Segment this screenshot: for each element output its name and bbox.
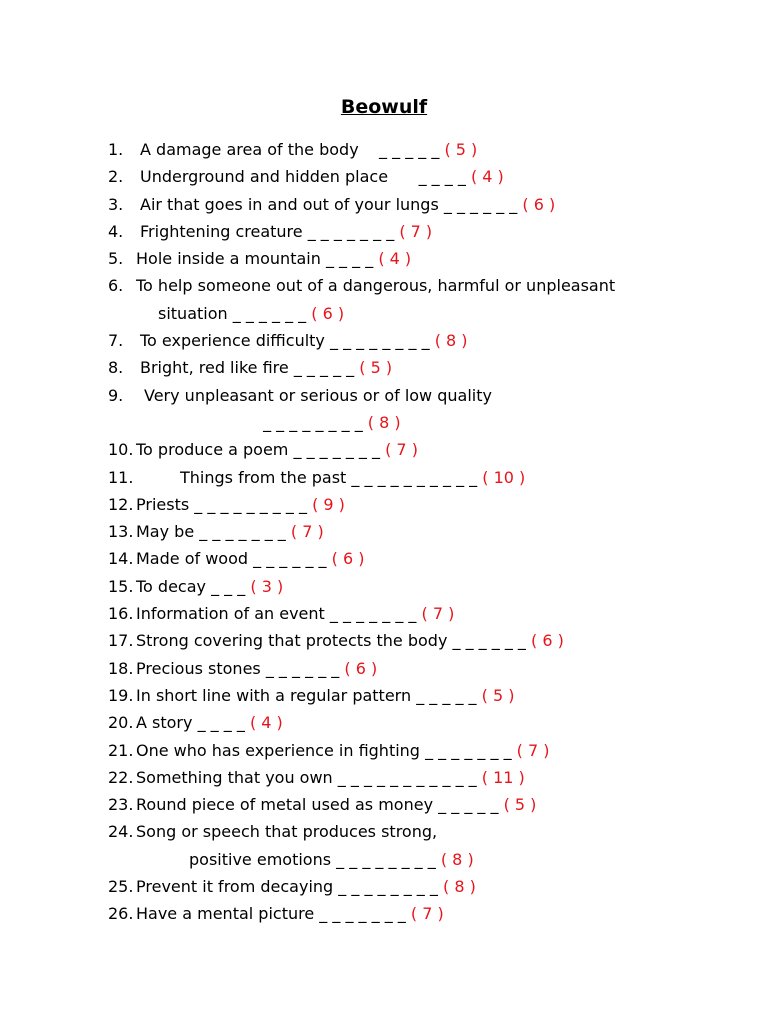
item-number: 20.	[108, 713, 134, 733]
item-number: 8.	[108, 358, 124, 378]
item-clue: Made of wood	[136, 549, 249, 569]
item-body	[136, 686, 514, 705]
list-item	[108, 764, 748, 791]
item-body	[136, 195, 555, 214]
item-body	[136, 822, 437, 841]
list-item	[108, 900, 748, 927]
answer-blank: _ _ _ _ _ _ _ _ _ _ _	[337, 767, 477, 787]
item-body	[136, 468, 525, 487]
item-number: 26.	[108, 904, 134, 924]
item-clue: In short line with a regular pattern	[136, 685, 412, 705]
item-clue: Underground and hidden place	[140, 167, 414, 187]
letter-count: ( 7 )	[385, 440, 418, 460]
answer-blank: _ _ _ _	[325, 249, 374, 269]
list-item	[108, 272, 748, 299]
item-clue: A damage area of the body	[140, 140, 374, 159]
item-clue: Information of an event	[136, 604, 325, 624]
answer-blank: _ _ _ _ _ _ _	[307, 221, 395, 241]
item-clue: To experience difficulty	[140, 331, 325, 351]
item-body	[136, 522, 324, 541]
item-body	[136, 904, 444, 923]
letter-count: ( 3 )	[250, 576, 284, 596]
letter-count: ( 4 )	[470, 167, 504, 187]
item-clue: May be	[136, 522, 195, 542]
item-clue: Strong covering that protects the body	[136, 631, 448, 651]
item-clue: Prevent it from decaying	[136, 877, 334, 897]
answer-blank: _ _ _ _ _ _	[232, 303, 307, 323]
list-item	[108, 737, 748, 764]
item-body	[136, 877, 476, 896]
item-number: 18.	[108, 658, 134, 678]
item-body	[136, 850, 474, 869]
item-body	[136, 276, 615, 295]
item-clue: To produce a poem	[136, 440, 289, 460]
item-body	[136, 604, 454, 623]
answer-blank: _ _ _ _ _ _ _	[329, 604, 417, 624]
item-body	[136, 659, 377, 678]
item-number: 24.	[108, 822, 134, 842]
list-item	[108, 245, 748, 272]
list-item	[108, 709, 748, 736]
item-clue: A story	[136, 713, 193, 733]
answer-blank: _ _ _ _ _ _ _	[319, 904, 406, 924]
answer-blank: _ _ _ _ _	[438, 795, 499, 815]
item-number: 13.	[108, 522, 134, 542]
item-clue: Round piece of metal used as money	[136, 795, 434, 815]
list-item-continuation	[108, 409, 748, 436]
item-number: 7.	[108, 331, 124, 351]
letter-count: ( 6 )	[311, 303, 345, 323]
item-number: 11.	[108, 467, 134, 487]
letter-count: ( 8 )	[367, 412, 401, 432]
item-clue: Things from the past	[180, 467, 347, 487]
letter-count: ( 9 )	[312, 494, 345, 514]
letter-count: ( 7 )	[399, 221, 433, 241]
item-number: 12.	[108, 494, 134, 514]
answer-blank: _ _ _ _ _ _	[452, 631, 526, 651]
list-item	[108, 163, 748, 190]
item-number: 10.	[108, 440, 134, 460]
item-body	[136, 440, 418, 459]
item-number: 9.	[108, 385, 124, 405]
list-item	[108, 791, 748, 818]
answer-blank: _ _ _ _ _ _	[443, 194, 518, 214]
item-body	[136, 549, 365, 568]
list-item	[108, 191, 748, 218]
letter-count: ( 8 )	[434, 331, 468, 351]
list-item	[108, 600, 748, 627]
item-number: 3.	[108, 194, 124, 214]
item-body	[136, 358, 392, 377]
answer-blank: _ _ _ _	[418, 167, 466, 187]
item-body	[136, 413, 401, 432]
item-body	[136, 249, 411, 268]
item-clue: To help someone out of a dangerous, harmful or unpleasant	[136, 276, 616, 296]
item-body	[136, 713, 283, 732]
answer-blank: _ _ _ _ _	[416, 685, 477, 705]
letter-count: ( 8 )	[440, 849, 474, 869]
item-number: 16.	[108, 604, 134, 624]
item-body	[136, 495, 345, 514]
list-item	[108, 327, 748, 354]
item-body	[136, 386, 492, 405]
list-item	[108, 382, 748, 409]
item-body	[136, 167, 504, 186]
list-item	[108, 518, 748, 545]
item-number: 15.	[108, 576, 134, 596]
letter-count: ( 8 )	[442, 877, 476, 897]
letter-count: ( 7 )	[410, 904, 444, 924]
item-body	[136, 577, 283, 596]
item-clue: positive emotions	[189, 849, 332, 869]
letter-count: ( 11 )	[481, 767, 525, 787]
item-clue: Something that you own	[136, 767, 333, 787]
letter-count: ( 5 )	[444, 140, 478, 159]
answer-blank: _ _ _ _ _ _ _ _ _ _	[351, 467, 478, 487]
list-item	[108, 218, 748, 245]
letter-count: ( 7 )	[516, 740, 550, 760]
item-number: 6.	[108, 276, 124, 296]
list-item	[108, 436, 748, 463]
answer-blank: _ _ _ _ _ _	[265, 658, 340, 678]
answer-blank: _ _ _ _ _ _ _	[425, 740, 512, 760]
list-item	[108, 136, 748, 163]
letter-count: ( 6 )	[522, 194, 556, 214]
question-list	[108, 136, 748, 928]
item-body	[136, 222, 432, 241]
item-number: 23.	[108, 795, 134, 815]
list-item	[108, 491, 748, 518]
answer-blank: _ _ _ _ _ _ _ _	[263, 412, 363, 432]
answer-blank: _ _ _ _ _ _ _	[199, 522, 286, 542]
list-item	[108, 573, 748, 600]
item-number: 25.	[108, 877, 134, 897]
letter-count: ( 4 )	[378, 249, 412, 269]
answer-blank: _ _ _	[211, 576, 246, 596]
answer-blank: _ _ _ _ _	[379, 140, 440, 159]
item-clue: To decay	[136, 576, 206, 596]
answer-blank: _ _ _ _	[197, 713, 245, 733]
item-clue: One who has experience in fighting	[136, 740, 420, 760]
item-clue: situation	[158, 303, 228, 323]
letter-count: ( 6 )	[331, 549, 365, 569]
letter-count: ( 4 )	[249, 713, 283, 733]
item-number: 2.	[108, 167, 124, 187]
item-body	[136, 741, 550, 760]
item-clue: Hole inside a mountain	[136, 249, 321, 269]
item-number: 21.	[108, 740, 134, 760]
list-item	[108, 354, 748, 381]
page-title: Beowulf	[340, 96, 428, 118]
item-clue: Have a mental picture	[136, 904, 315, 924]
letter-count: ( 5 )	[503, 795, 537, 815]
item-body	[136, 331, 468, 350]
list-item-continuation	[108, 846, 748, 873]
item-body	[136, 768, 525, 787]
item-number: 19.	[108, 685, 134, 705]
item-clue: Bright, red like fire	[140, 358, 289, 378]
list-item	[108, 873, 748, 900]
item-clue: Precious stones	[136, 658, 261, 678]
answer-blank: _ _ _ _ _ _ _ _ _	[194, 494, 307, 514]
item-body	[136, 140, 477, 159]
letter-count: ( 5 )	[481, 685, 515, 705]
item-body	[136, 304, 344, 323]
answer-blank: _ _ _ _ _ _ _ _	[338, 877, 438, 897]
item-number: 5.	[108, 249, 124, 269]
letter-count: ( 7 )	[421, 604, 455, 624]
item-number: 22.	[108, 767, 134, 787]
list-item	[108, 818, 748, 845]
item-number: 4.	[108, 221, 124, 241]
item-clue: Very unpleasant or serious or of low quality	[144, 385, 492, 405]
item-clue: Air that goes in and out of your lungs	[140, 194, 439, 214]
list-item	[108, 682, 748, 709]
answer-blank: _ _ _ _ _ _	[253, 549, 327, 569]
list-item-continuation	[108, 300, 748, 327]
item-number: 14.	[108, 549, 134, 569]
answer-blank: _ _ _ _ _ _ _ _	[329, 331, 430, 351]
item-number: 1.	[108, 140, 124, 159]
list-item	[108, 545, 748, 572]
item-body	[136, 795, 536, 814]
letter-count: ( 6 )	[531, 631, 564, 651]
item-body	[136, 631, 564, 650]
list-item	[108, 655, 748, 682]
letter-count: ( 7 )	[290, 522, 324, 542]
answer-blank: _ _ _ _ _	[293, 358, 355, 378]
letter-count: ( 10 )	[482, 467, 526, 487]
letter-count: ( 5 )	[359, 358, 393, 378]
list-item	[108, 627, 748, 654]
list-item	[108, 464, 748, 491]
item-clue: Frightening creature	[140, 221, 303, 241]
answer-blank: _ _ _ _ _ _ _ _	[336, 849, 436, 869]
item-clue: Song or speech that produces strong,	[136, 822, 438, 842]
item-number: 17.	[108, 631, 134, 651]
item-clue: Priests	[136, 494, 190, 514]
answer-blank: _ _ _ _ _ _ _	[293, 440, 380, 460]
letter-count: ( 6 )	[344, 658, 378, 678]
